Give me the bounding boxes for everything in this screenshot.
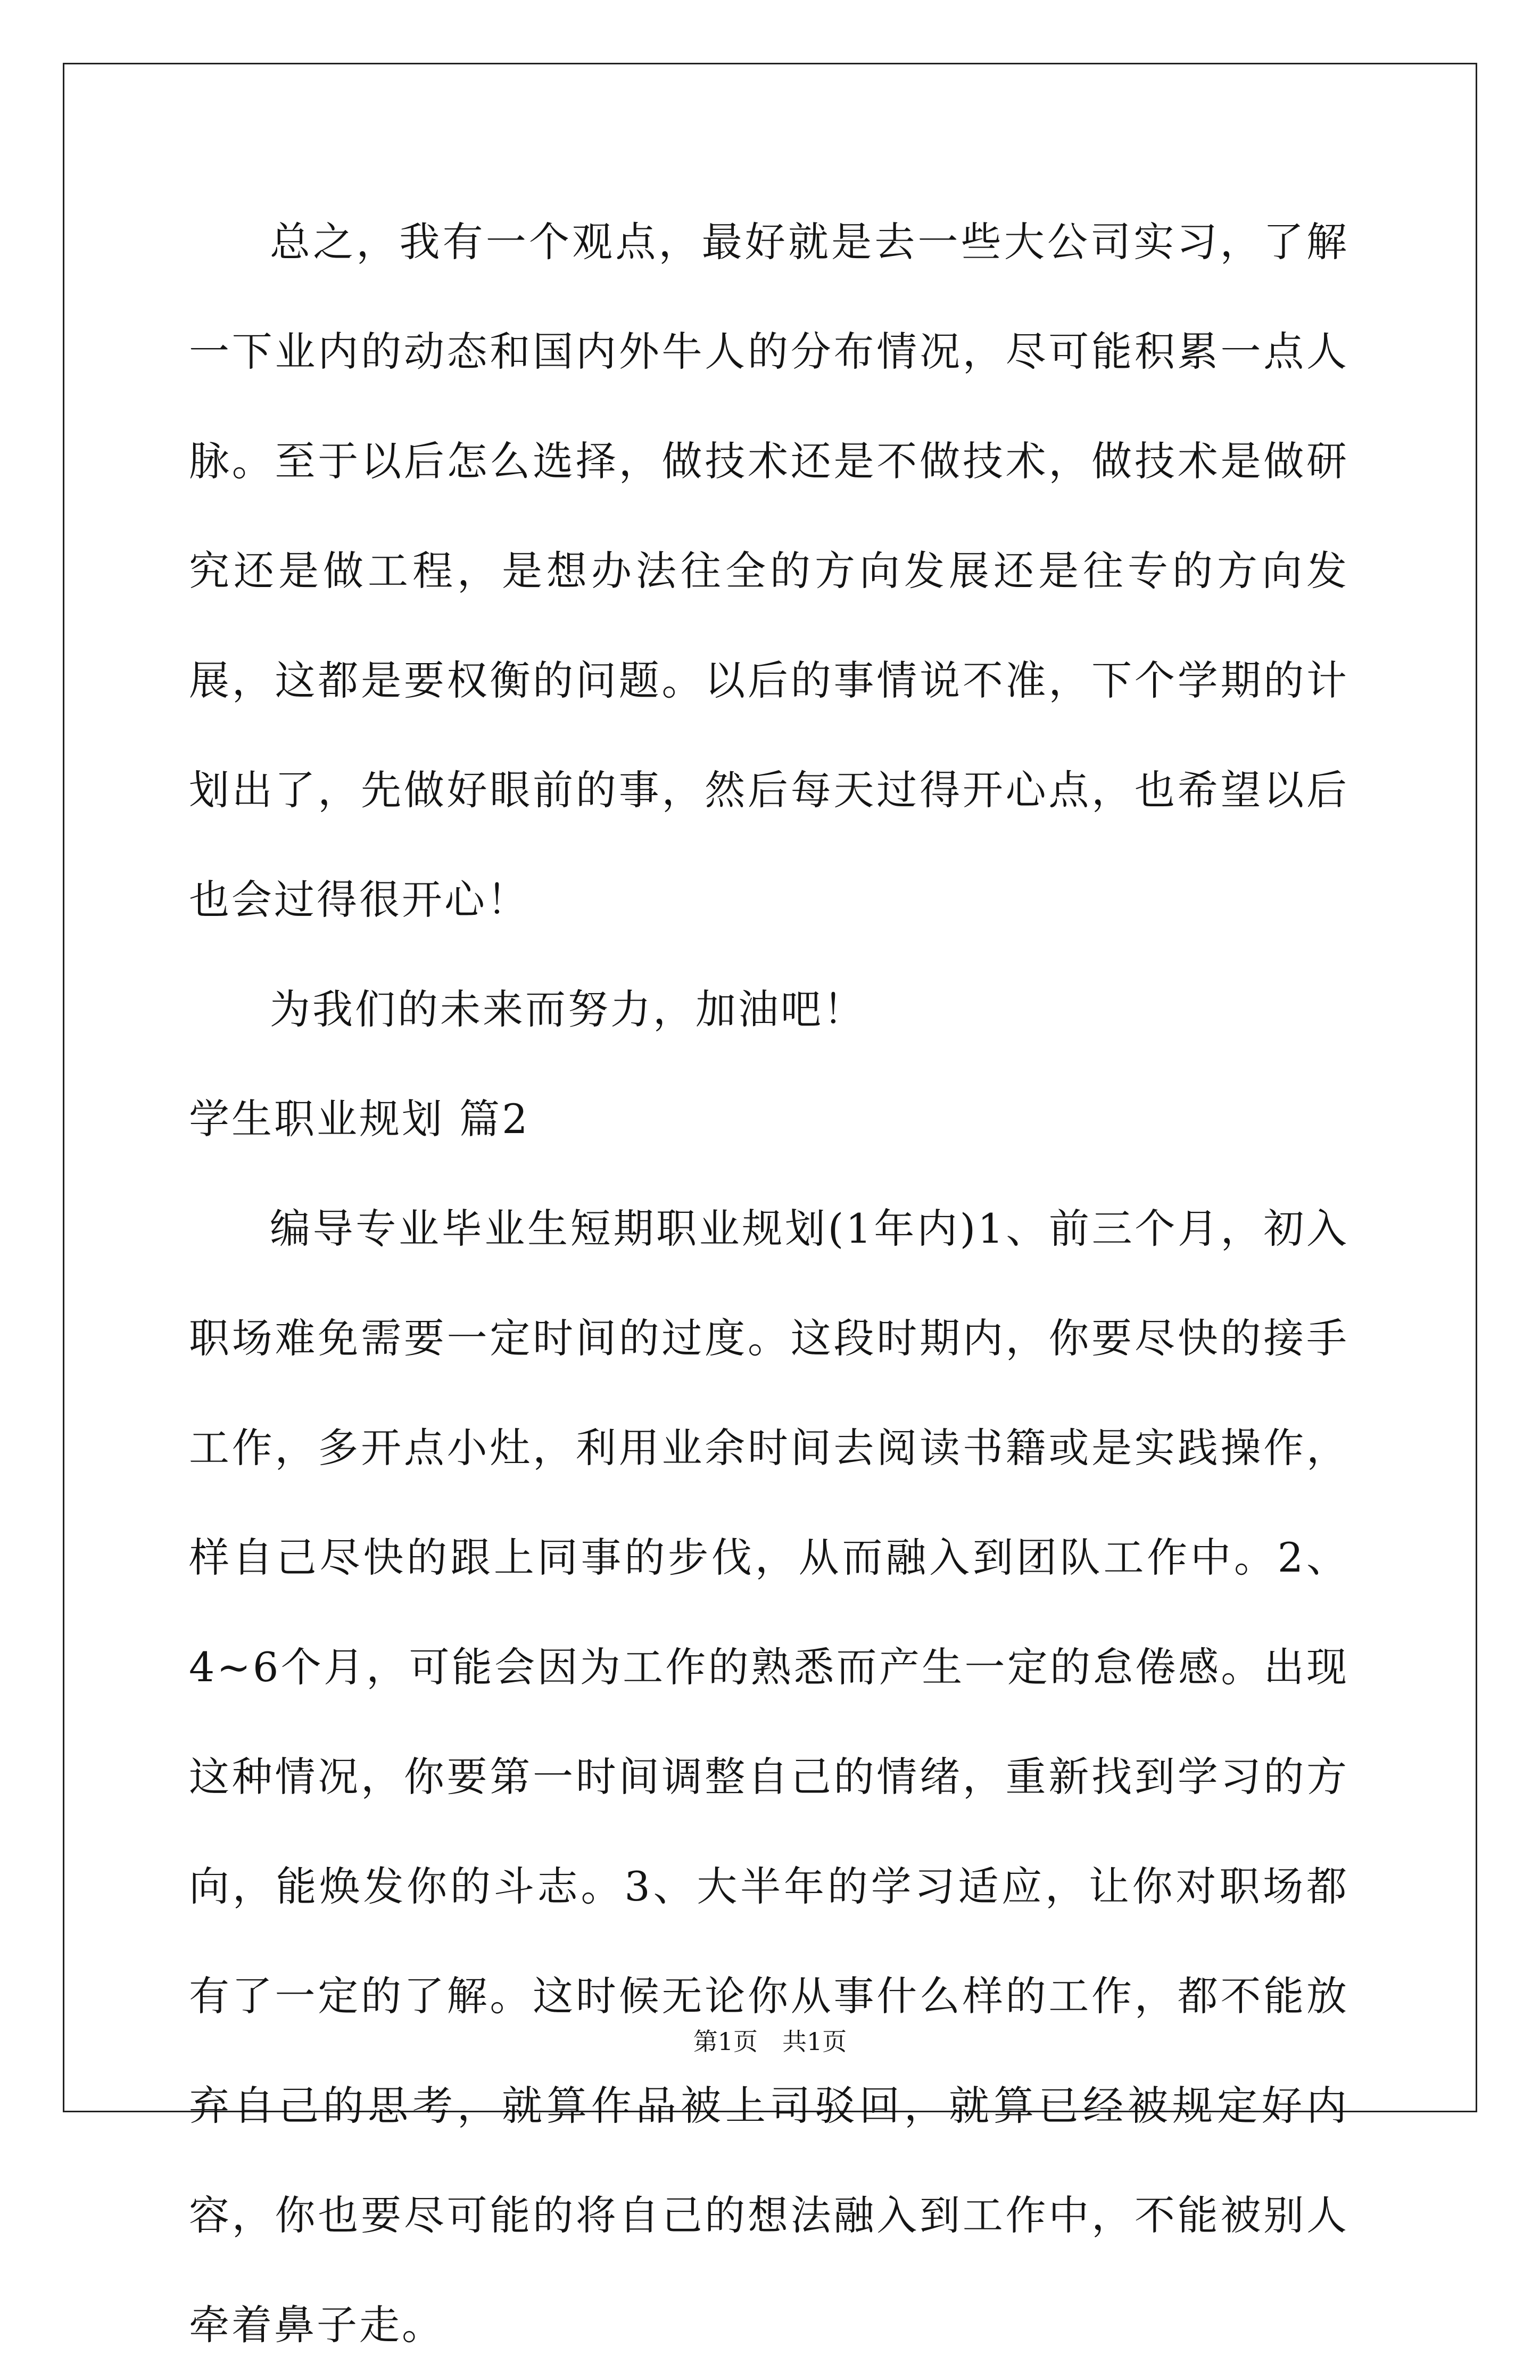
page-number-footer: 第1页 共1页 — [693, 2027, 847, 2056]
paragraph-short-term-plan: 编导专业毕业生短期职业规划(1年内)1、前三个月，初入职场难免需要一定时间的过度。这段时期内，你要尽快的接手工作，多开点小灶，利用业余时间去阅读书籍或是实践操作，样自己尽快的跟上同事的步伐，从而融入到团队工作中。2、4~6个月，可能会因为工作的熟悉而产生一定的怠倦感。出现这种情况，你要第一时间调整自己的情绪，重新找到学习的方向，能焕发你的斗志。3、大半年的学习适应，让你对职场都有了一定的了解。这时候无论你从事什么样的工作，都不能放弃自己的思考，就算作品被上司驳回，就算已经被规定好内容，你也要尽可能的将自己的想法融入到工作中，不能被别人牵着鼻子走。 — [189, 1205, 1349, 2349]
paragraph-encouragement: 为我们的未来而努力，加油吧！ — [270, 986, 866, 1033]
paragraph-summary: 总之，我有一个观点，最好就是去一些大公司实习，了解一下业内的动态和国内外牛人的分布情况，尽可能积累一点人脉。至于以后怎么选择，做技术还是不做技术，做技术是做研究还是做工程，是想办法往全的方向发展还是往专的方向发展，这都是要权衡的问题。以后的事情说不准，下个学期的计划出了，先做好眼前的事，然后每天过得开心点，也希望以后也会过得很开心！ — [189, 218, 1349, 923]
section-heading: 学生职业规划 篇2 — [189, 1095, 530, 1143]
